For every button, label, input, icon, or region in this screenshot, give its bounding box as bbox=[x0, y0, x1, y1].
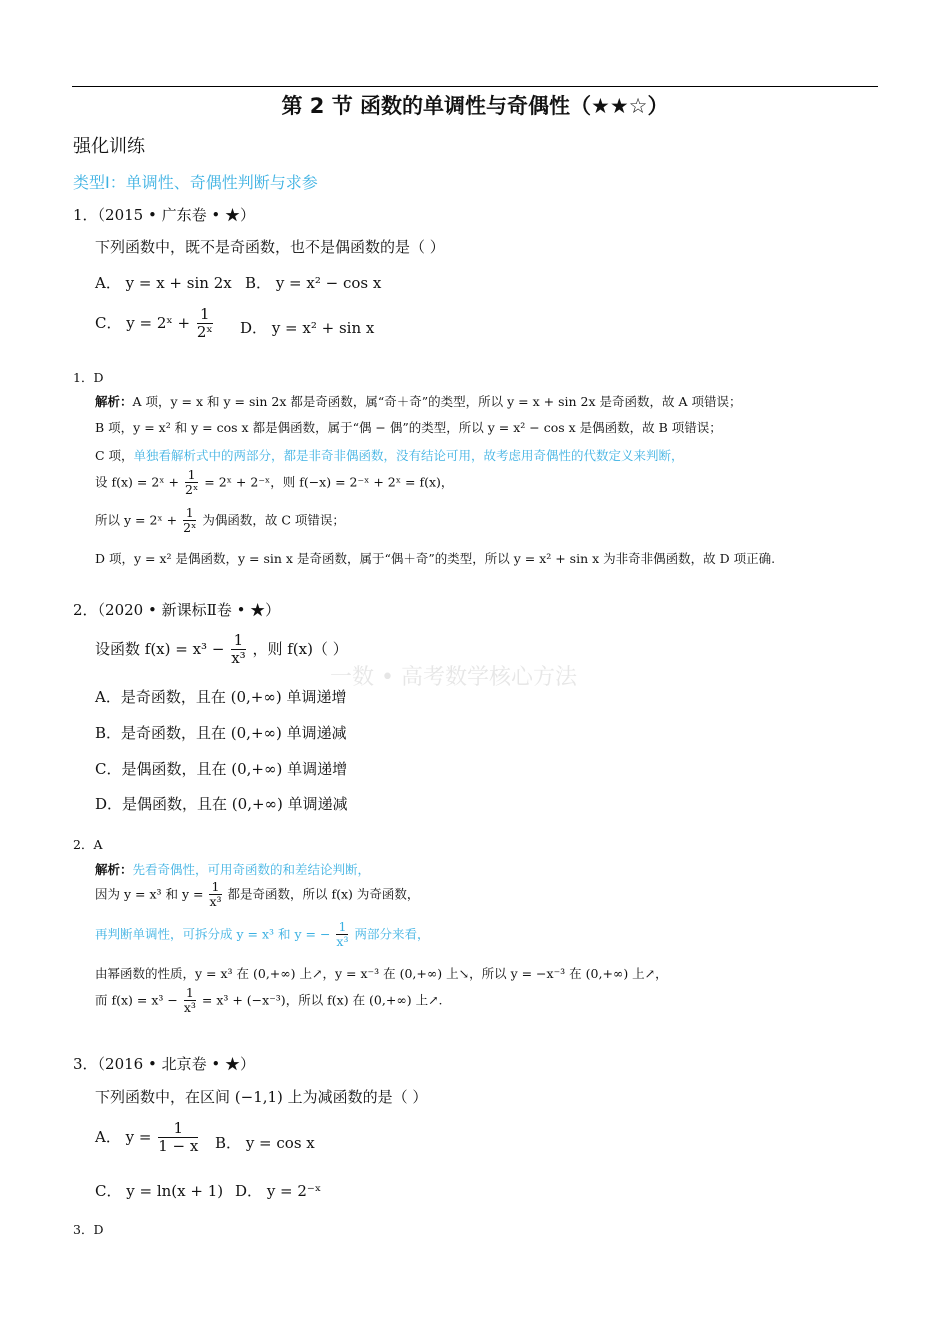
q2-solution-line-4: 由幂函数的性质，y = x³ 在 (0,+∞) 上↗，y = x⁻³ 在 (0,+∞) 上↘，所以 y = −x⁻³ 在 (0,+∞) 上↗， bbox=[95, 966, 668, 981]
q2-option-d: D．是偶函数，且在 (0,+∞) 单调递减 bbox=[95, 795, 348, 813]
fraction: $\frac{1}{\text{x³}}$ bbox=[231, 631, 246, 668]
fraction: $\frac{1}{\text{2ˣ}}$ bbox=[183, 505, 197, 536]
watermark: 一数 • 高考数学核心方法 bbox=[330, 665, 577, 690]
fraction: $\frac{1}{\text{x³}}$ bbox=[183, 985, 196, 1016]
q1-solution-line-3: C 项，单独看解析式中的两部分，都是非奇非偶函数，没有结论可用，故考虑用奇偶性的代数定义来判断， bbox=[95, 448, 684, 463]
q2-solution-line-1: 解析：先看奇偶性，可用奇函数的和差结论判断， bbox=[95, 862, 371, 877]
section-heading: 强化训练 bbox=[73, 136, 145, 157]
q1-stem: 下列函数中，既不是奇函数，也不是偶函数的是（ ） bbox=[95, 238, 445, 256]
fraction: $\frac{1}{\text{x³}}$ bbox=[209, 879, 222, 910]
fraction: $\frac{1}{\text{x³}}$ bbox=[336, 919, 349, 950]
q1-solution-line-6: D 项，y = x² 是偶函数，y = sin x 是奇函数，属于“偶＋奇”的类型，所以 y = x² + sin x 为非奇非偶函数，故 D 项正确. bbox=[95, 551, 776, 566]
q1-solution-line-5: 所以 y = 2ˣ + $\frac{1}{\text{2ˣ}}$ 为偶函数，故 C 项错误； bbox=[95, 505, 345, 536]
q1-option-d: D． y = x² + sin x bbox=[240, 319, 375, 337]
top-rule bbox=[72, 86, 878, 87]
q1-solution-line-2: B 项，y = x² 和 y = cos x 都是偶函数，属于“偶 − 偶”的类型，所以 y = x² − cos x 是偶函数，故 B 项错误； bbox=[95, 420, 722, 435]
fraction: $\frac{1}{1 - x}$ bbox=[158, 1119, 199, 1156]
q3-option-d: D． y = 2⁻ˣ bbox=[235, 1182, 322, 1200]
fraction: $\frac{1}{\text{2ˣ}}$ bbox=[196, 305, 213, 342]
fraction: $\frac{1}{\text{2ˣ}}$ bbox=[185, 467, 199, 498]
q2-solution-line-3: 再判断单调性，可拆分成 y = x³ 和 y = − $\frac{1}{\text{x³}}$ 两部分来看， bbox=[95, 919, 430, 950]
q1-number: 1．（2015 • 广东卷 • ★） bbox=[73, 206, 255, 224]
q1-option-c: C． y = 2ˣ + $\frac{1}{\text{2ˣ}}$ bbox=[95, 305, 213, 342]
q3-answer: 3．D bbox=[73, 1222, 104, 1237]
q3-number: 3．（2016 • 北京卷 • ★） bbox=[73, 1055, 255, 1073]
category-heading: 类型Ⅰ：单调性、奇偶性判断与求参 bbox=[73, 173, 318, 192]
q1-solution-line-1: 解析：A 项，y = x 和 y = sin 2x 都是奇函数，属“奇＋奇”的类型，所以 y = x + sin 2x 是奇函数，故 A 项错误； bbox=[95, 394, 742, 409]
q1-solution-line-4: 设 f(x) = 2ˣ + $\frac{1}{\text{2ˣ}}$ = 2ˣ + 2⁻ˣ，则 f(−x) = 2⁻ˣ + 2ˣ = f(x)， bbox=[95, 467, 454, 498]
q3-stem: 下列函数中，在区间 (−1,1) 上为减函数的是（ ） bbox=[95, 1088, 428, 1106]
q1-option-a: A． y = x + sin 2x bbox=[95, 274, 232, 292]
q2-solution-line-5: 而 f(x) = x³ − $\frac{1}{\text{x³}}$ = x³ + (−x⁻³)，所以 f(x) 在 (0,+∞) 上↗. bbox=[95, 985, 443, 1016]
q1-answer: 1．D bbox=[73, 370, 104, 385]
q3-option-a: A． y = $\frac{1}{1 - x}$ bbox=[95, 1119, 199, 1156]
q3-option-c: C． y = ln(x + 1) bbox=[95, 1182, 224, 1200]
q1-option-b: B． y = x² − cos x bbox=[245, 274, 382, 292]
q2-number: 2．（2020 • 新课标Ⅱ卷 • ★） bbox=[73, 601, 281, 619]
q2-answer: 2．A bbox=[73, 837, 103, 852]
q3-option-b: B． y = cos x bbox=[215, 1134, 315, 1152]
q2-stem: 设函数 f(x) = x³ − $\frac{1}{\text{x³}}$ ，则 f(x)（ ） bbox=[95, 631, 348, 668]
q2-option-b: B．是奇函数，且在 (0,+∞) 单调递减 bbox=[95, 724, 347, 742]
q2-option-a: A．是奇函数，且在 (0,+∞) 单调递增 bbox=[95, 688, 347, 706]
q2-solution-line-2: 因为 y = x³ 和 y = $\frac{1}{\text{x³}}$ 都是奇函数，所以 f(x) 为奇函数， bbox=[95, 879, 420, 910]
page-title: 第 2 节 函数的单调性与奇偶性（★★☆） bbox=[281, 94, 669, 118]
q2-option-c: C．是偶函数，且在 (0,+∞) 单调递增 bbox=[95, 760, 348, 778]
